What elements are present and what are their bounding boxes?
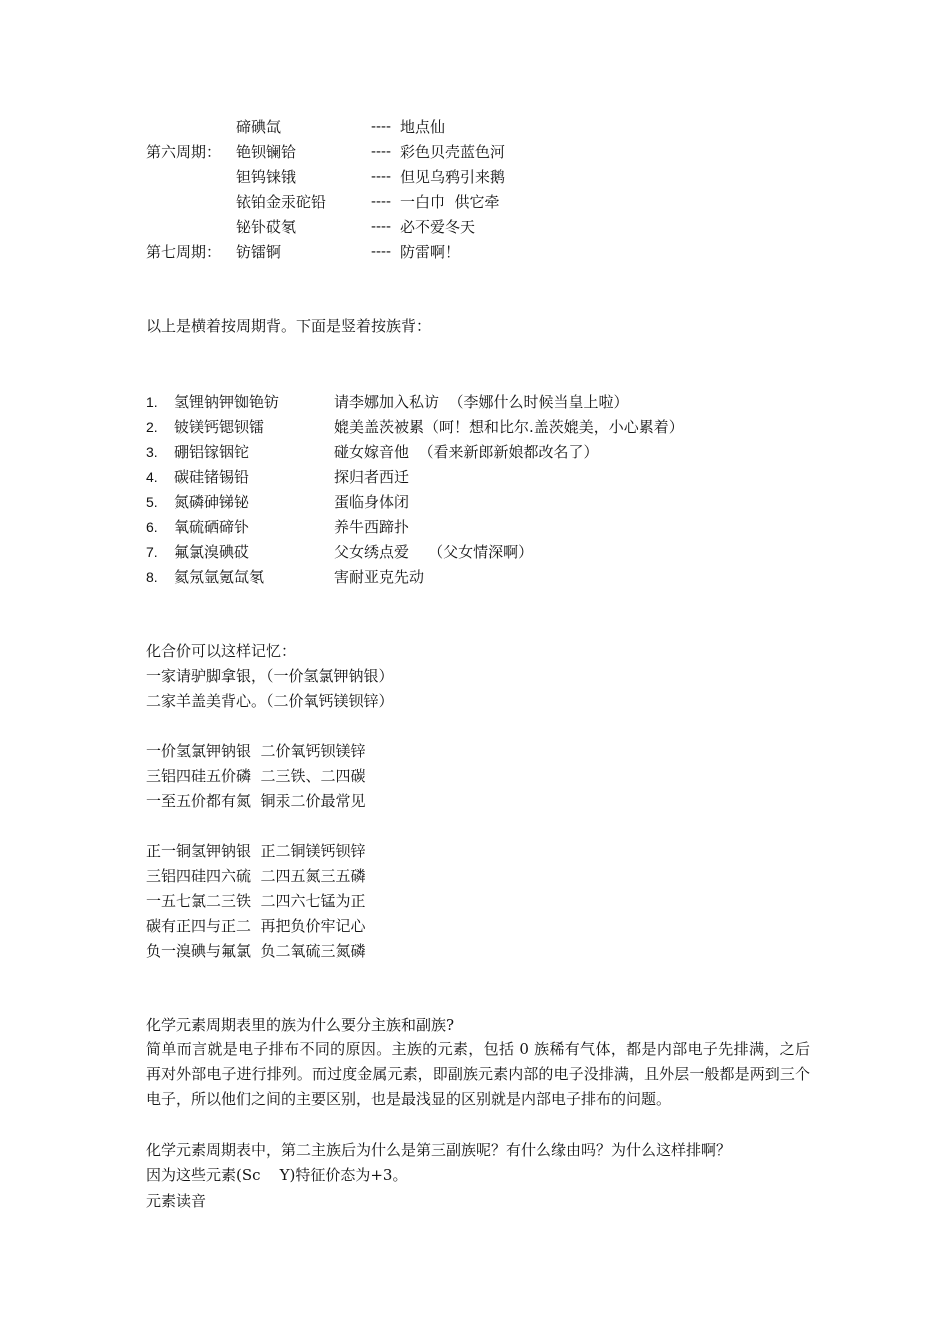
group-elements: 氟氯溴碘砹 xyxy=(174,543,250,561)
question-heading: 化学元素周期表中，第二主族后为什么是第三副族呢？有什么缘由吗？为什么这样排啊？ xyxy=(146,1141,732,1159)
valence-rhyme-line: 三铝四硅五价磷 二三铁、二四碳 xyxy=(146,767,366,785)
group-mnemonic: 碰女嫁音他 （看来新郎新娘都改名了） xyxy=(334,443,599,461)
period-elements: 铋钋砹氡 xyxy=(236,218,297,236)
period-dash: ---- xyxy=(371,143,391,160)
group-elements: 氢锂钠钾铷铯钫 xyxy=(174,393,280,411)
group-mnemonic: 媲美盖茨被累（呵！想和比尔.盖茨媲美，小心累着） xyxy=(334,418,684,436)
valence-intro-line: 二家羊盖美背心。（二价氧钙镁钡锌） xyxy=(146,692,394,710)
valence-intro-line: 一家请驴脚拿银，（一价氢氯钾钠银） xyxy=(146,667,394,685)
group-number: 1. xyxy=(146,394,158,410)
group-elements: 碳硅锗锡铅 xyxy=(174,468,250,486)
period-elements: 钫镭锕 xyxy=(236,243,282,261)
period-mnemonic: 彩色贝壳蓝色河 xyxy=(400,143,506,161)
period-dash: ---- xyxy=(371,118,391,135)
group-mnemonic: 父女绣点爱 （父女情深啊） xyxy=(334,543,534,561)
group-elements: 氮磷砷锑铋 xyxy=(174,493,250,511)
period-elements: 碲碘氙 xyxy=(236,118,282,136)
valence-rhyme-line: 碳有正四与正二 再把负价牢记心 xyxy=(146,917,366,935)
valence-rhyme-line: 负一溴碘与氟氯 负二氧硫三氮磷 xyxy=(146,942,366,960)
period-dash: ---- xyxy=(371,218,391,235)
group-elements: 氦氖氩氪氙氡 xyxy=(174,568,265,586)
valence-rhyme-line: 正一铜氢钾钠银 正二铜镁钙钡锌 xyxy=(146,842,366,860)
period-label: 第六周期： xyxy=(146,143,222,161)
group-number: 5. xyxy=(146,494,158,510)
group-mnemonic: 探归者西迁 xyxy=(334,468,410,486)
period-mnemonic: 但见乌鸦引来鹅 xyxy=(400,168,506,186)
group-elements: 硼铝镓铟铊 xyxy=(174,443,250,461)
period-elements: 钽钨铼锇 xyxy=(236,168,297,186)
period-mnemonic: 地点仙 xyxy=(400,118,446,136)
period-mnemonic: 一白巾 供它牵 xyxy=(400,193,500,211)
transition-text: 以上是横着按周期背。下面是竖着按族背： xyxy=(146,317,432,335)
period-elements: 铱铂金汞砣铅 xyxy=(236,193,327,211)
answer-paragraph: 简单而言就是电子排布不同的原因。主族的元素，包括 0 族稀有气体，都是内部电子先排满，之后再对外部电子进行排列。而过度金属元素，即副族元素内部的电子没排满，且外层一般都是两到三个电子，所以他们之间的主要区别，也是最浅显的区别就是内部电子排布的问题。 xyxy=(146,1040,810,1108)
period-mnemonic: 防雷啊！ xyxy=(400,243,461,261)
group-number: 3. xyxy=(146,444,158,460)
group-elements: 氧硫硒碲钋 xyxy=(174,518,250,536)
group-number: 8. xyxy=(146,569,158,585)
valence-rhyme-line: 一五七氯二三铁 二四六七锰为正 xyxy=(146,892,366,910)
group-number: 7. xyxy=(146,544,158,560)
group-mnemonic: 害耐亚克先动 xyxy=(334,568,425,586)
period-mnemonic: 必不爱冬天 xyxy=(400,218,476,236)
group-mnemonic: 请李娜加入私访 （李娜什么时候当皇上啦） xyxy=(334,393,629,411)
period-dash: ---- xyxy=(371,193,391,210)
group-number: 2. xyxy=(146,419,158,435)
section-heading: 元素读音 xyxy=(146,1192,207,1210)
period-dash: ---- xyxy=(371,243,391,260)
valence-rhyme-line: 一价氢氯钾钠银 二价氧钙钡镁锌 xyxy=(146,742,366,760)
valence-title: 化合价可以这样记忆： xyxy=(146,642,297,660)
group-mnemonic: 蛋临身体闭 xyxy=(334,493,410,511)
group-elements: 铍镁钙锶钡镭 xyxy=(174,418,265,436)
question-heading: 化学元素周期表里的族为什么要分主族和副族? xyxy=(146,1016,455,1034)
answer-line: 因为这些元素(Sc Y)特征价态为+3。 xyxy=(146,1166,408,1184)
period-elements: 铯钡镧铪 xyxy=(236,143,297,161)
group-number: 6. xyxy=(146,519,158,535)
period-dash: ---- xyxy=(371,168,391,185)
group-mnemonic: 养牛西蹄扑 xyxy=(334,518,410,536)
period-label: 第七周期： xyxy=(146,243,222,261)
valence-rhyme-line: 一至五价都有氮 铜汞二价最常见 xyxy=(146,792,366,810)
group-number: 4. xyxy=(146,469,158,485)
valence-rhyme-line: 三铝四硅四六硫 二四五氮三五磷 xyxy=(146,867,366,885)
